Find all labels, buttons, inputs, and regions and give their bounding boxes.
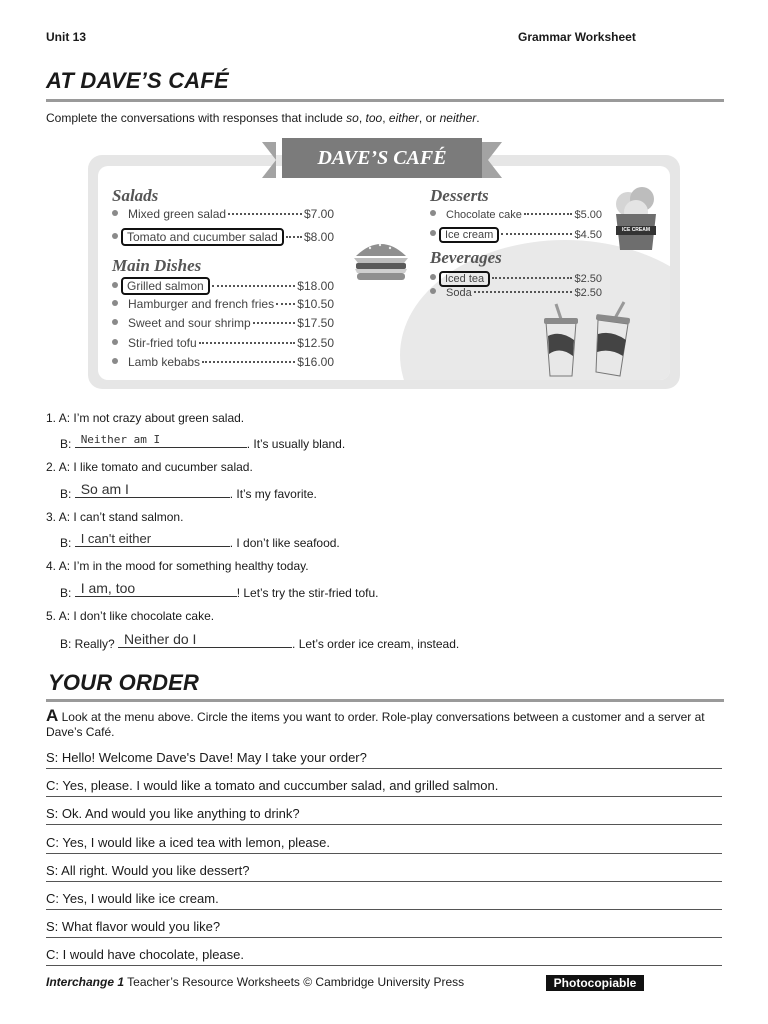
b-continuation: ! Let’s try the stir-fried tofu. xyxy=(236,586,379,600)
bullet-icon xyxy=(112,233,118,239)
section-title-order: YOUR ORDER xyxy=(48,670,200,695)
bullet-icon xyxy=(112,300,118,306)
banner-tail-right xyxy=(482,142,502,178)
speaker-b-label: B: xyxy=(60,487,72,501)
unit-label: Unit 13 xyxy=(46,30,87,44)
item-name: Sweet and sour shrimp xyxy=(128,316,251,330)
footer-credit xyxy=(46,975,464,989)
section-title-cafe: AT DAVE’S CAFÉ xyxy=(46,68,229,93)
handwritten-answer: I can't either xyxy=(80,531,152,546)
menu-item-tofu xyxy=(112,336,334,356)
conversation-line-4[interactable]: C: Yes, I would like a iced tea with lemon, please. xyxy=(46,834,722,854)
item-name: Soda xyxy=(446,287,472,299)
bullet-icon xyxy=(112,210,118,216)
menu-item-iced-tea xyxy=(430,271,602,287)
salads-heading: Salads xyxy=(112,186,159,205)
item-price: $18.00 xyxy=(297,279,334,293)
speaker-b-label: B: xyxy=(60,586,72,600)
instruction-text xyxy=(46,111,480,125)
instruction-word-neither: neither xyxy=(439,111,477,125)
salads-list xyxy=(112,207,334,247)
order-instruction xyxy=(46,708,722,740)
conversation-line-7[interactable]: S: What flavor would you like? xyxy=(46,918,722,938)
leader-dots xyxy=(253,322,296,324)
main-dishes-list xyxy=(112,277,334,375)
instruction-word-too: too xyxy=(365,111,383,125)
conversation-line-1[interactable]: S: Hello! Welcome Dave's Dave! May I take your order? xyxy=(46,749,722,769)
handwritten-answer: I am, too xyxy=(80,580,136,596)
footer-book-title: Interchange 1 xyxy=(46,975,125,989)
beverages-heading: Beverages xyxy=(430,248,502,267)
q4-prompt xyxy=(46,559,309,573)
instruction-sep: , xyxy=(358,111,366,125)
bullet-icon xyxy=(430,288,436,294)
answer-blank-5[interactable] xyxy=(118,631,292,648)
b-continuation: . I don’t like seafood. xyxy=(229,536,340,550)
main-dishes-heading: Main Dishes xyxy=(112,256,202,275)
speaker-a-line: A: I don’t like chocolate cake. xyxy=(58,609,215,623)
conversation-line-5[interactable]: S: All right. Would you like dessert? xyxy=(46,862,722,882)
q1-response xyxy=(60,434,345,451)
item-price: $2.50 xyxy=(574,273,602,285)
item-price: $17.50 xyxy=(297,316,334,330)
banner-tail-left xyxy=(262,142,276,178)
handwritten-answer: Neither am I xyxy=(80,433,161,446)
item-name-circled: Grilled salmon xyxy=(121,277,210,295)
speaker-a-line: A: I’m not crazy about green salad. xyxy=(58,411,245,425)
question-number: 5. xyxy=(46,609,57,623)
q3-response xyxy=(60,533,340,550)
question-number: 1. xyxy=(46,411,57,425)
speaker-b-label: B: Really? xyxy=(60,637,115,651)
bullet-icon xyxy=(112,282,118,288)
speaker-a-line: A: I’m in the mood for something healthy today. xyxy=(58,559,309,573)
conversation-line-2[interactable]: C: Yes, please. I would like a tomato and cuccumber salad, and grilled salmon. xyxy=(46,777,722,797)
leader-dots xyxy=(474,291,573,293)
conversation-line-8[interactable]: C: I would have chocolate, please. xyxy=(46,946,722,966)
question-number: 2. xyxy=(46,460,57,474)
menu-item-hamburger xyxy=(112,297,334,317)
instruction-word-either: either xyxy=(388,111,419,125)
leader-dots xyxy=(276,303,295,305)
menu-item-mixed-green-salad xyxy=(112,207,334,227)
beverages-list xyxy=(430,271,602,303)
item-price: $5.00 xyxy=(574,209,602,221)
part-a-label: A xyxy=(46,706,59,725)
menu-item-grilled-salmon xyxy=(112,277,334,297)
question-number: 3. xyxy=(46,510,57,524)
q3-prompt xyxy=(46,510,183,524)
conversation-line-6[interactable]: C: Yes, I would like ice cream. xyxy=(46,890,722,910)
instruction-sep: , or xyxy=(418,111,440,125)
leader-dots xyxy=(524,213,573,215)
item-price: $2.50 xyxy=(574,287,602,299)
b-continuation: . Let’s order ice cream, instead. xyxy=(292,637,460,651)
item-name: Stir-fried tofu xyxy=(128,335,197,350)
instruction-word-so: so xyxy=(346,111,359,125)
part-a-instruction: Look at the menu above. Circle the items you want to order. Role-play conversations between a customer and a server at Dave’s Café. xyxy=(46,710,705,739)
bullet-icon xyxy=(112,319,118,325)
speaker-a-line: A: I like tomato and cucumber salad. xyxy=(58,460,253,474)
ice-cream-graphic xyxy=(612,184,660,256)
item-price: $8.00 xyxy=(303,229,334,244)
footer-text: Teacher’s Resource Worksheets © Cambridge University Press xyxy=(127,975,465,989)
q2-response xyxy=(60,481,317,501)
menu-item-ice-cream xyxy=(430,227,602,243)
item-name-circled: Iced tea xyxy=(439,271,490,287)
item-price: $7.00 xyxy=(303,207,334,221)
item-price: $16.00 xyxy=(297,355,334,369)
handwritten-answer: Neither do I xyxy=(124,631,197,647)
item-price: $4.50 xyxy=(574,229,602,241)
item-name: Chocolate cake xyxy=(446,209,522,221)
menu-item-tomato-cucumber-salad xyxy=(112,228,334,248)
q2-prompt xyxy=(46,460,253,474)
photocopiable-badge: Photocopiable xyxy=(546,975,644,991)
q5-response xyxy=(60,631,460,651)
speaker-a-line: A: I can’t stand salmon. xyxy=(58,510,184,524)
handwritten-answer: So am I xyxy=(80,481,129,497)
leader-dots xyxy=(492,277,572,279)
menu-item-shrimp xyxy=(112,316,334,336)
conversation-line-3[interactable]: S: Ok. And would you like anything to drink? xyxy=(46,805,722,825)
item-name: Hamburger and french fries xyxy=(128,296,275,311)
item-name-circled: Tomato and cucumber salad xyxy=(121,228,284,246)
desserts-list xyxy=(430,209,602,243)
instruction-end: . xyxy=(476,111,480,125)
ice-cream-label: ICE CREAM xyxy=(621,227,651,233)
item-price: $10.50 xyxy=(297,296,334,311)
bullet-icon xyxy=(430,210,436,216)
menu-banner: DAVE’S CAFÉ xyxy=(282,138,482,178)
answer-blank-1[interactable] xyxy=(75,434,247,448)
b-continuation: . It’s usually bland. xyxy=(246,437,346,451)
leader-dots xyxy=(202,361,295,363)
leader-dots xyxy=(501,233,572,235)
menu-item-chocolate-cake xyxy=(430,209,602,225)
leader-dots xyxy=(212,285,296,287)
item-name-circled: Ice cream xyxy=(439,227,499,243)
answer-blank-3[interactable] xyxy=(75,533,230,547)
bullet-icon xyxy=(112,358,118,364)
bullet-icon xyxy=(430,274,436,280)
bullet-icon xyxy=(112,339,118,345)
answer-blank-2[interactable] xyxy=(75,481,230,498)
title-rule xyxy=(46,99,724,102)
b-continuation: . It’s my favorite. xyxy=(229,487,317,501)
burger-icon xyxy=(352,236,410,282)
desserts-heading: Desserts xyxy=(430,186,489,205)
leader-dots xyxy=(199,342,296,344)
answer-blank-4[interactable] xyxy=(75,580,237,597)
leader-dots xyxy=(228,213,302,215)
item-name: Lamb kebabs xyxy=(128,355,201,369)
q5-prompt xyxy=(46,609,214,623)
speaker-b-label: B: xyxy=(60,536,72,550)
soda-cups-icon xyxy=(540,300,640,380)
item-name: Mixed green salad xyxy=(128,207,227,221)
leader-dots xyxy=(286,236,302,238)
q1-prompt xyxy=(46,411,244,425)
instruction-prefix: Complete the conversations with responses that include xyxy=(46,111,347,125)
order-rule xyxy=(46,699,724,702)
worksheet-label: Grammar Worksheet xyxy=(518,30,636,44)
bullet-icon xyxy=(430,230,436,236)
ice-cream-icon xyxy=(612,184,660,256)
instruction-sep: , xyxy=(382,111,389,125)
speaker-b-label: B: xyxy=(60,437,72,451)
q4-response xyxy=(60,580,379,600)
question-number: 4. xyxy=(46,559,57,573)
item-price: $12.50 xyxy=(297,335,334,350)
menu-item-lamb-kebabs xyxy=(112,355,334,375)
